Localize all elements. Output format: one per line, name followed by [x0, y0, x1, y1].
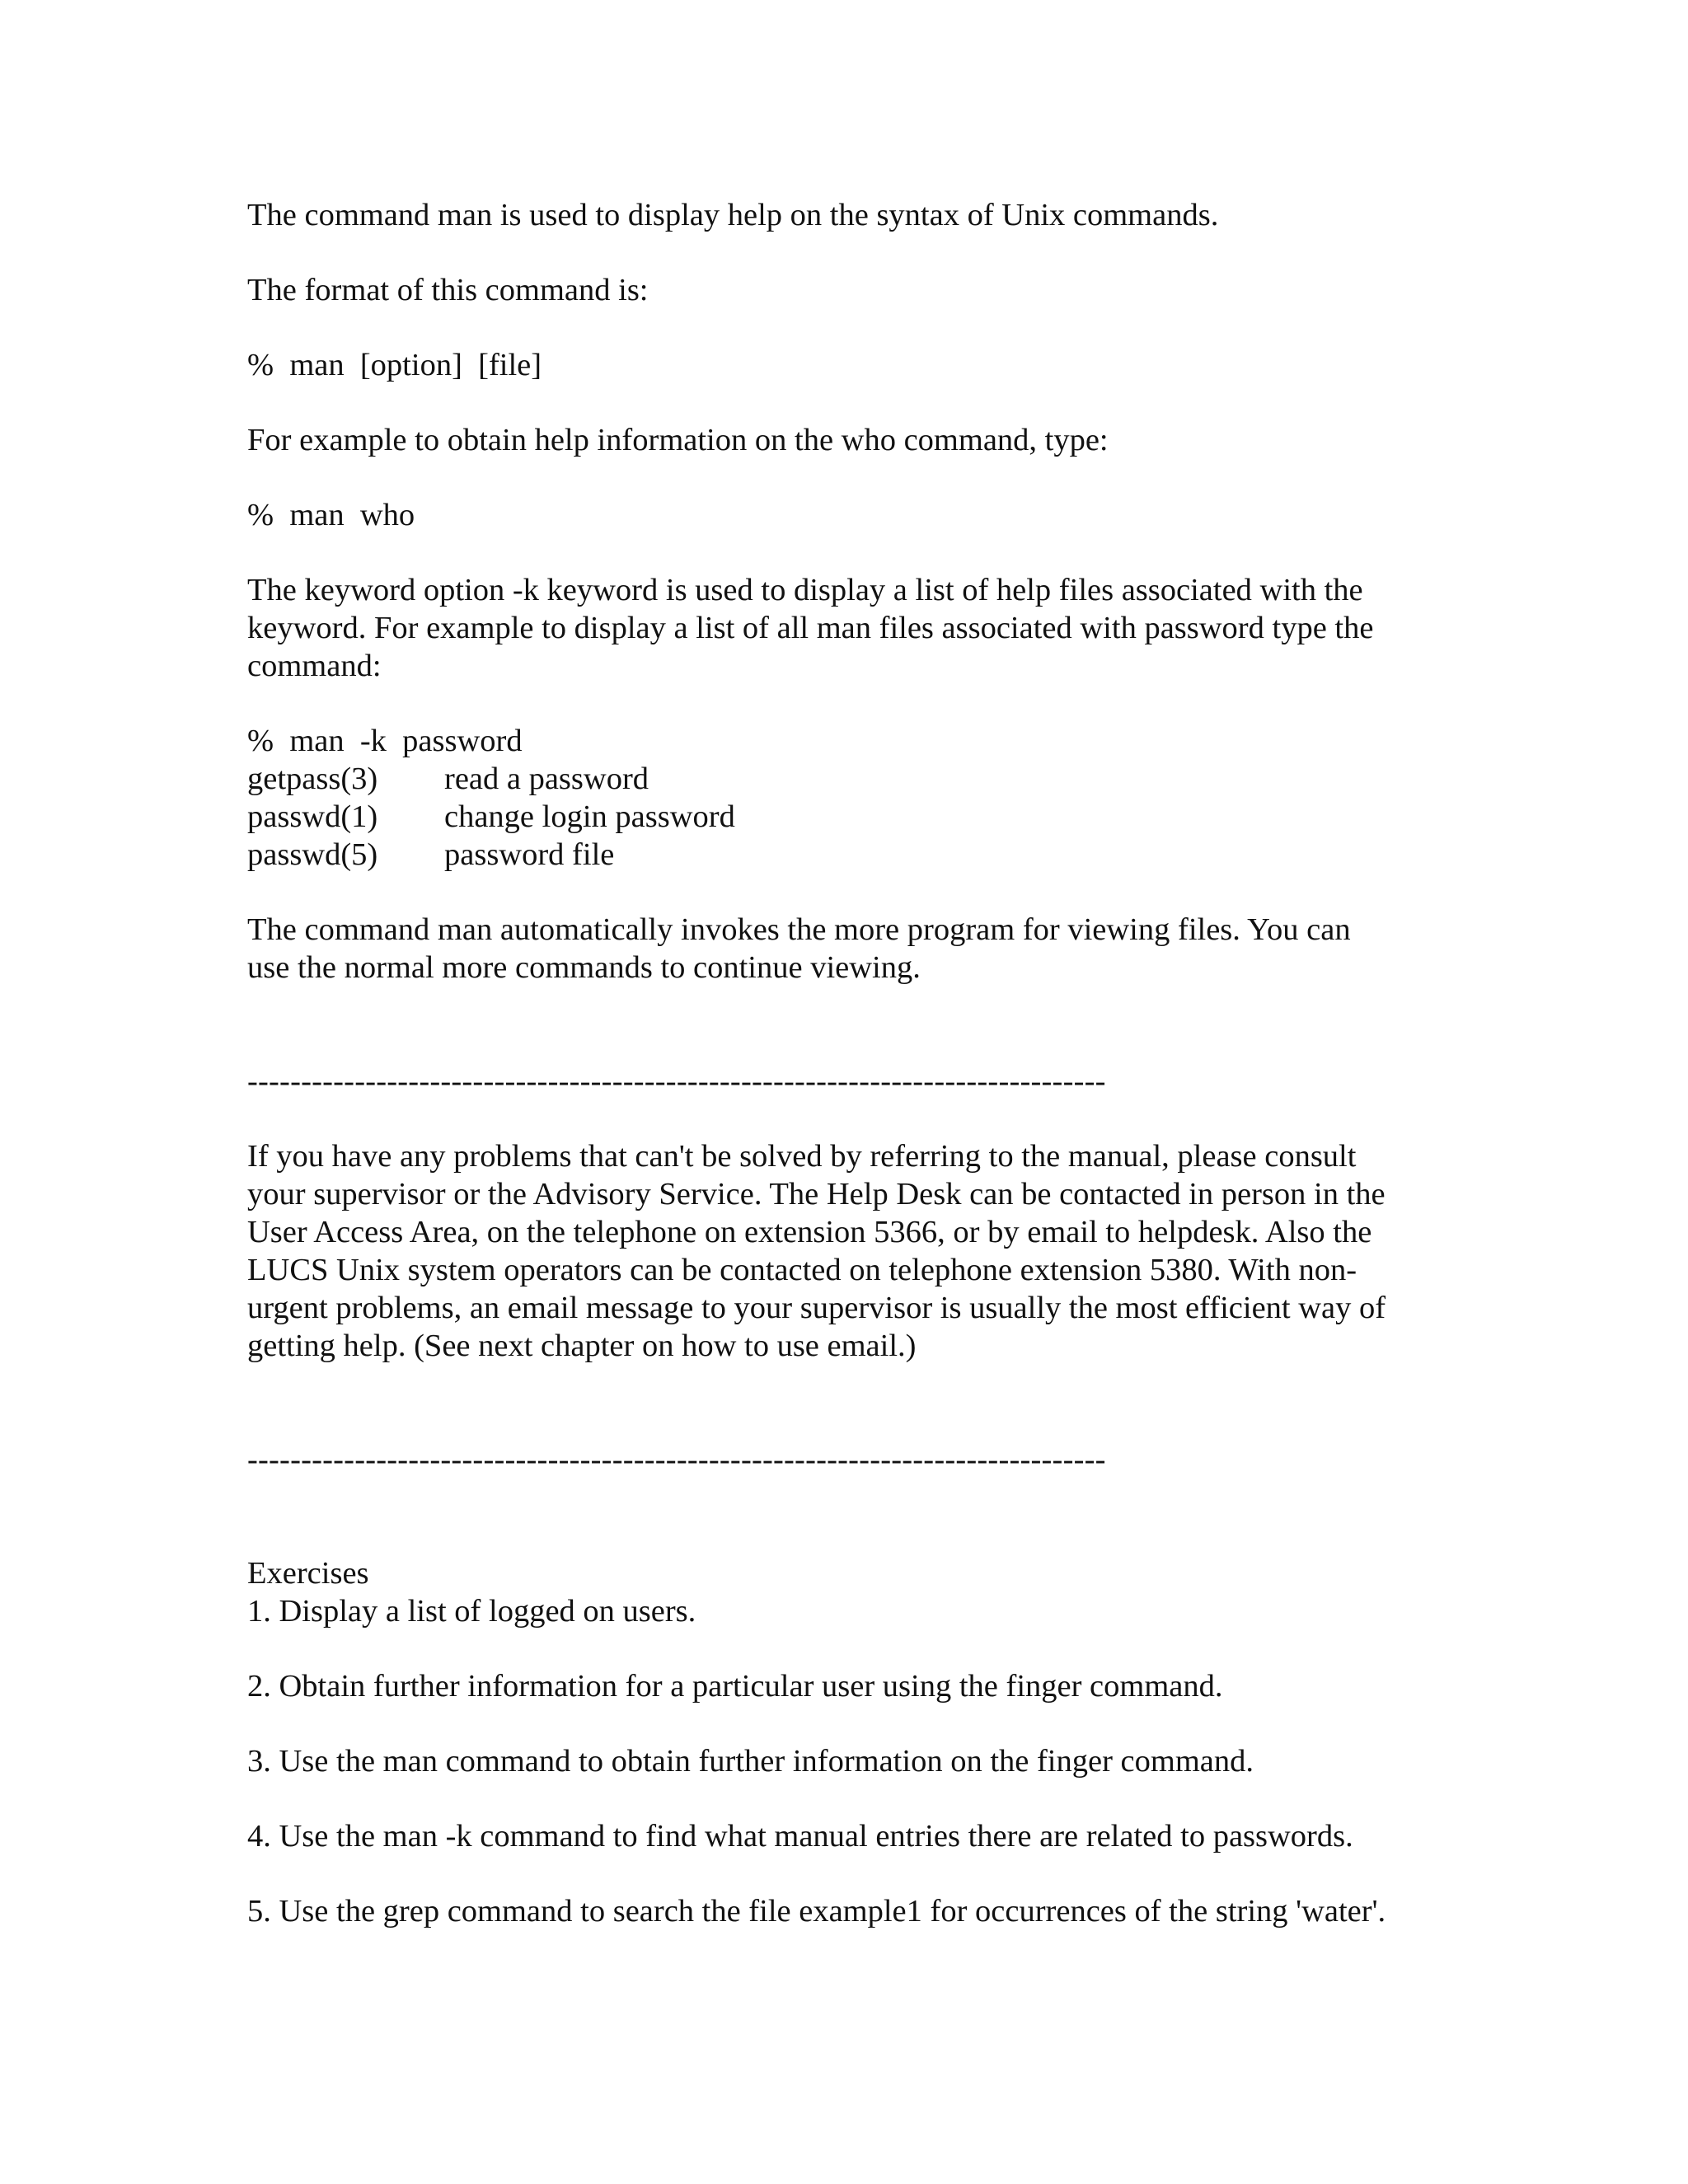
format-command: % man [option] [file] — [247, 348, 542, 382]
example-command: % man who — [247, 498, 415, 532]
keyword-command: % man -k password — [247, 724, 523, 758]
result-description: read a password — [444, 762, 649, 796]
keyword-paragraph-line: command: — [247, 649, 382, 683]
more-note-line: use the normal more commands to continue viewing. — [247, 950, 921, 985]
result-name: getpass(3) — [247, 762, 378, 796]
keyword-paragraph-line: The keyword option -k keyword is used to display a list of help files associated with the — [247, 573, 1363, 607]
separator-line: -------------------------------------------------------------------------------- — [247, 1442, 1106, 1477]
help-paragraph-line: urgent problems, an email message to your supervisor is usually the most efficient way of — [247, 1291, 1386, 1325]
separator-line: -------------------------------------------------------------------------------- — [247, 1064, 1106, 1099]
keyword-paragraph-line: keyword. For example to display a list of all man files associated with password type the — [247, 611, 1374, 645]
exercise-item: 4. Use the man -k command to find what manual entries there are related to passwords. — [247, 1819, 1353, 1854]
help-paragraph-line: your supervisor or the Advisory Service. The Help Desk can be contacted in person in the — [247, 1177, 1386, 1212]
help-paragraph-line: If you have any problems that can't be solved by referring to the manual, please consult — [247, 1139, 1357, 1174]
result-description: password file — [444, 837, 615, 872]
result-name: passwd(1) — [247, 799, 378, 834]
help-paragraph-line: User Access Area, on the telephone on extension 5366, or by email to helpdesk. Also the — [247, 1215, 1372, 1249]
exercise-item: 2. Obtain further information for a particular user using the finger command. — [247, 1669, 1223, 1704]
intro-line: The command man is used to display help on the syntax of Unix commands. — [247, 198, 1219, 232]
example-label: For example to obtain help information on the who command, type: — [247, 423, 1109, 457]
result-description: change login password — [444, 799, 735, 834]
exercise-item: 1. Display a list of logged on users. — [247, 1594, 696, 1629]
more-note-line: The command man automatically invokes the more program for viewing files. You can — [247, 912, 1351, 947]
help-paragraph-line: getting help. (See next chapter on how to use email.) — [247, 1329, 917, 1363]
result-name: passwd(5) — [247, 837, 378, 872]
help-paragraph-line: LUCS Unix system operators can be contacted on telephone extension 5380. With non- — [247, 1253, 1357, 1287]
exercises-heading: Exercises — [247, 1556, 369, 1591]
format-label: The format of this command is: — [247, 273, 649, 307]
exercise-item: 3. Use the man command to obtain further information on the finger command. — [247, 1744, 1254, 1779]
exercise-item: 5. Use the grep command to search the file example1 for occurrences of the string 'water'. — [247, 1894, 1386, 1929]
